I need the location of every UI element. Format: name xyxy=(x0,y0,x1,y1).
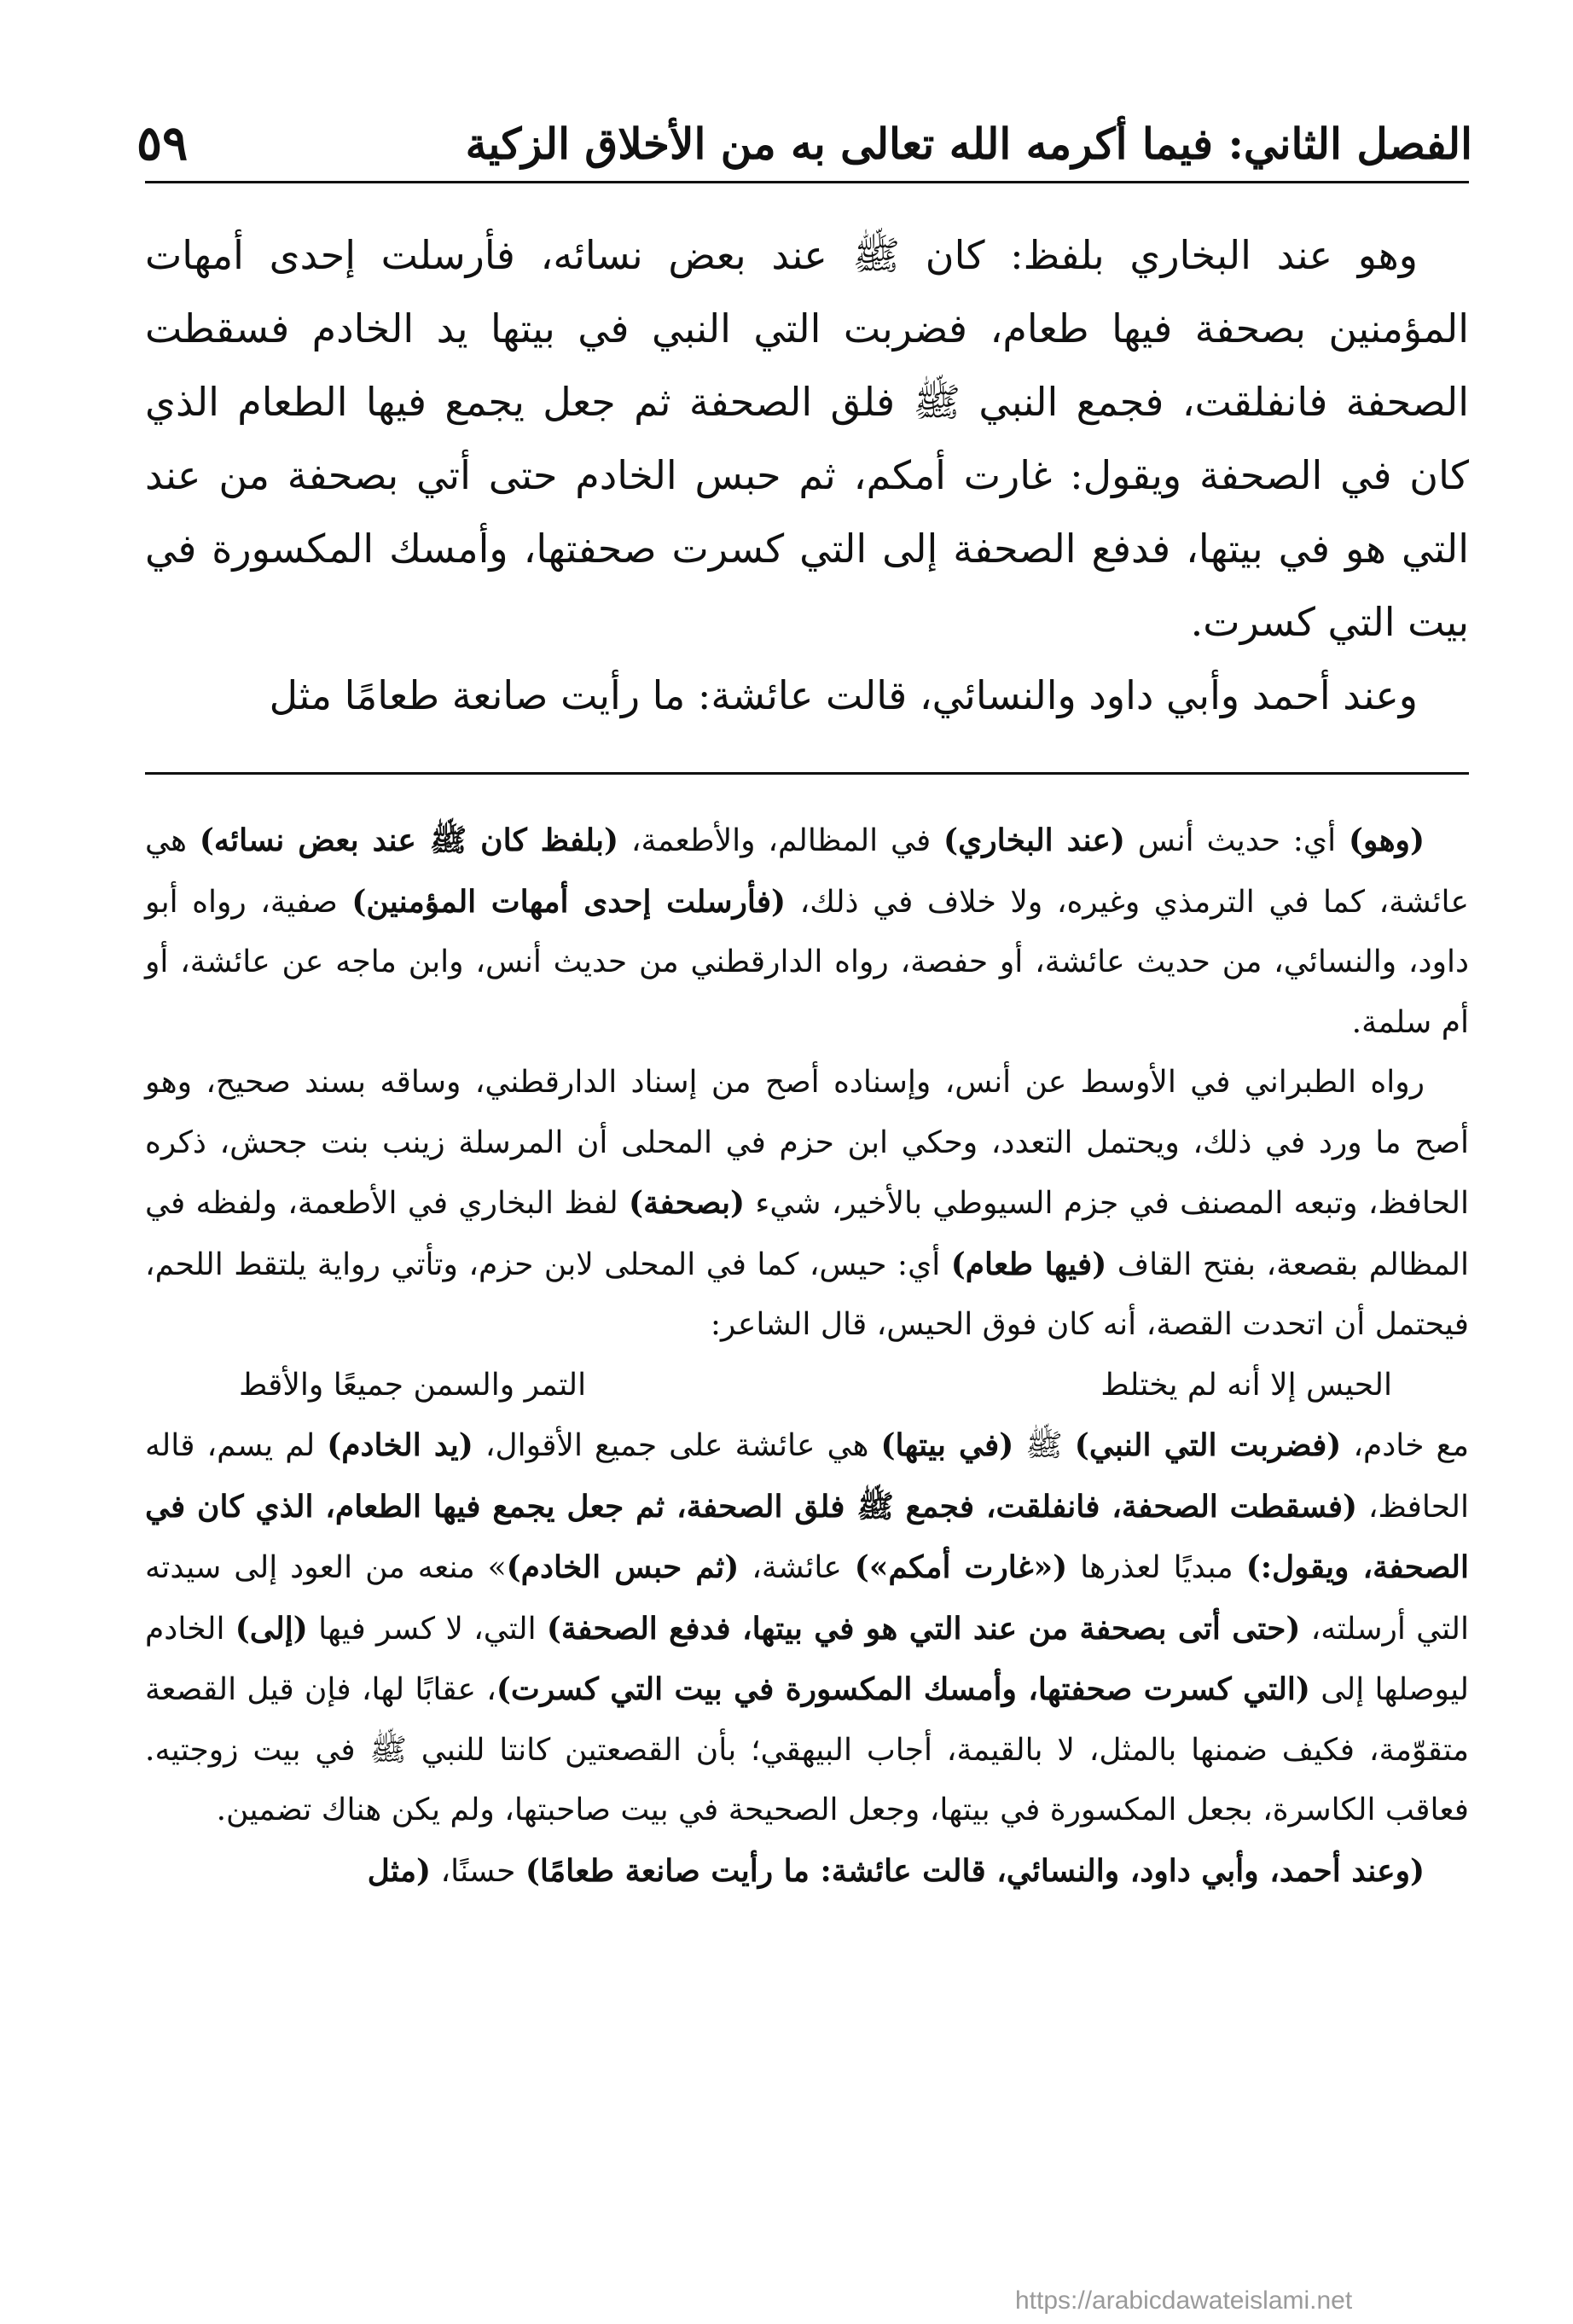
commentary-paragraph xyxy=(145,810,1469,1053)
quoted-text: (بصحفة) xyxy=(629,1185,746,1221)
commentary-paragraph xyxy=(145,1841,1469,1903)
quoted-text: («غارت أمكم») xyxy=(854,1549,1068,1585)
commentary-text: مبديًا لعذرها xyxy=(1067,1550,1246,1585)
quoted-text: (حتى أتى بصحفة من عند التي هو في بيتها، فدفع الصحفة) xyxy=(546,1610,1301,1647)
commentary-text: الخادم ليوصلها إلى xyxy=(145,1611,1469,1707)
quoted-text: (عند البخاري) xyxy=(943,822,1125,858)
footnote-divider xyxy=(145,772,1469,775)
quoted-text: (فأرسلت إحدى أمهات المؤمنين) xyxy=(351,883,786,920)
commentary-text: رواه الطبراني في الأوسط عن أنس، وإسناده أصح من إسناد الدارقطني، وساقه بسند صحيح، وهو أصح ما ورد في ذلك، ويحتمل التعدد، وحكي ابن حزم في المحلى أن المرسلة زينب بنت جحش، ذكره الحافظ، وتبعه المصنف في جزم السيوطي بالأخير، شيء xyxy=(145,1065,1470,1221)
commentary-paragraph xyxy=(145,1415,1469,1841)
quoted-text: (فضربت التي النبي) xyxy=(1074,1427,1342,1463)
commentary-text: مع خادم، xyxy=(1341,1428,1470,1463)
quoted-text: (يد الخادم) xyxy=(327,1427,473,1463)
commentary-text: ، عقابًا لها، فإن قيل القصعة متقوّمة، فكيف ضمنها بالمثل، لا بالقيمة، أجاب البيهقي؛ بأن القصعتين كانتا للنبي ﷺ في بيت زوجتيه. فعاقب الكاسرة، بجعل المكسورة في بيتها، وجعل الصحيحة في بيت صاحبتها، ولم يكن هناك تضمين. xyxy=(145,1672,1469,1827)
commentary-text: أي: حيس، كما في المحلى لابن حزم، وتأتي رواية يلتقط اللحم، فيحتمل أن اتحدت القصة، أنه كان فوق الحيس، قال الشاعر: xyxy=(145,1246,1469,1342)
main-paragraph-1: وهو عند البخاري بلفظ: كان ﷺ عند بعض نسائه، فأرسلت إحدى أمهات المؤمنين بصحفة فيها طعام، فضربت التي النبي في بيتها يد الخادم فسقطت الصحفة فانفلقت، فجمع النبي ﷺ فلق الصحفة ثم جعل يجمع فيها الطعام الذي كان في الصحفة ويقول: غارت أمكم، ثم حبس الخادم حتى أتي بصحفة من عند التي هو في بيتها، فدفع الصحفة إلى التي كسرت صحفتها، وأمسك المكسورة في بيت التي كسرت. xyxy=(145,232,1469,645)
quoted-text: (وعند أحمد، وأبي داود، والنسائي، قالت عائشة: ما رأيت صانعة طعامًا) xyxy=(525,1852,1425,1889)
quoted-text: (في بيتها) xyxy=(880,1427,1014,1463)
commentary-text: لم يسم، قاله الحافظ، xyxy=(145,1428,1469,1525)
commentary-section xyxy=(145,810,1469,1902)
verse-second-hemistich: الحيس إلا أنه لم يختلط xyxy=(1100,1367,1392,1403)
main-paragraph-2: وعند أحمد وأبي داود والنسائي، قالت عائشة: ما رأيت صانعة طعامًا مثل xyxy=(269,672,1418,718)
commentary-text: هي عائشة، كما في الترمذي وغيره، ولا خلاف في ذلك، xyxy=(145,823,1469,920)
quoted-text: (ثم حبس الخادم) xyxy=(506,1549,740,1585)
quoted-text: (إلى) xyxy=(235,1610,308,1647)
watermark-url: https://arabicdawateislami.net xyxy=(1015,2286,1353,2315)
commentary-text: ﷺ xyxy=(1013,1428,1075,1463)
quoted-text: (التي كسرت صحفتها، وأمسك المكسورة في بيت التي كسرت) xyxy=(496,1671,1310,1707)
commentary-text: عائشة، xyxy=(739,1550,855,1585)
commentary-text: حسنًا، xyxy=(431,1853,525,1889)
main-text xyxy=(145,218,1469,732)
commentary-text: في المظالم، والأطعمة، xyxy=(618,823,944,858)
chapter-title: الفصل الثاني: فيما أكرمه الله تعالى به من الأخلاق الزكية xyxy=(465,118,1472,169)
commentary-text: صفية، رواه أبو داود، والنسائي، من حديث عائشة، أو حفصة، رواه الدارقطني من حديث أنس، وابن ماجه عن عائشة، أو أم سلمة. xyxy=(145,884,1469,1040)
quoted-text: (فيها طعام) xyxy=(950,1246,1107,1282)
commentary-paragraph xyxy=(145,1053,1469,1356)
quoted-text: (بلفظ كان ﷺ عند بعض نسائه) xyxy=(199,822,618,858)
commentary-text: هي عائشة على جميع الأقوال، xyxy=(473,1428,881,1463)
page-number: ٥٩ xyxy=(136,115,189,171)
commentary-text: التي، لا كسر فيها xyxy=(307,1611,547,1647)
commentary-text: أي: حديث أنس xyxy=(1124,823,1349,858)
verse-first-hemistich: التمر والسمن جميعًا والأقط xyxy=(239,1367,587,1403)
header-divider xyxy=(145,181,1469,183)
quoted-text: (وهو) xyxy=(1348,822,1425,858)
quoted-text: (مثل xyxy=(367,1852,432,1889)
poetry-verse xyxy=(145,1356,1469,1416)
commentary-text: لفظ البخاري في الأطعمة، ولفظه في المظالم بقصعة، بفتح القاف xyxy=(145,1186,1469,1282)
page-header xyxy=(136,101,1472,186)
quoted-text: (فسقطت الصحفة، فانفلقت، فجمع ﷺ فلق الصحفة، ثم جعل يجمع فيها الطعام، الذي كان في الصحفة، ويقول:) xyxy=(145,1488,1470,1585)
commentary-text: » منعه من العود إلى سيدته التي أرسلته، xyxy=(145,1550,1469,1647)
